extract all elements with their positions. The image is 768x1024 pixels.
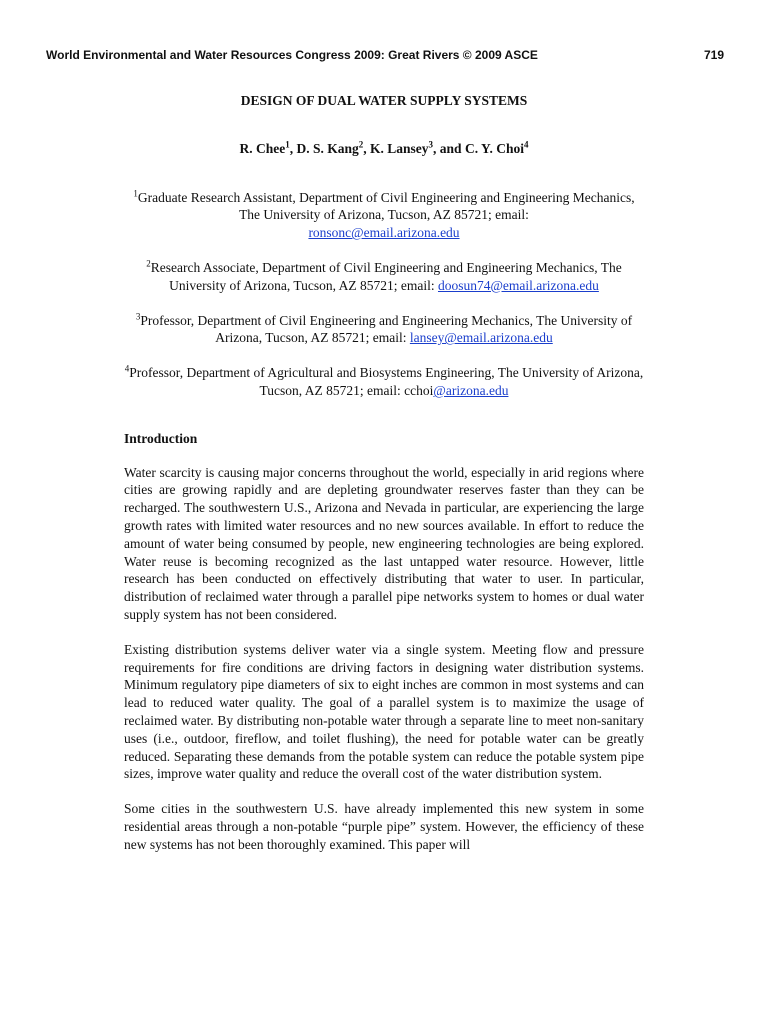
author-sep: , <box>289 140 297 156</box>
affiliation-3 <box>124 312 644 348</box>
author-sup: 4 <box>523 139 529 150</box>
author-sup: 1 <box>285 139 290 150</box>
author-sep: , and <box>433 140 465 156</box>
paragraph: Existing distribution systems deliver water via a single system. Meeting flow and pressure requirements for fire conditions are driving factors in designing water distribution systems. Minimum regulatory pipe diameters of six to eight inches are common in most systems and can lead to reduced water quality. The goal of a parallel system is to maximize the usage of reclaimed water. By distributing non-potable water through a separate line to meet non-sanitary uses (i.e., outdoor, fireflow, and toilet flushing), the need for potable water can be greatly reduced. Separating these demands from the potable system can reduce the potable system pipe sizes, improve water quality and reduce the overall cost of the water distribution system. <box>124 641 644 782</box>
page-number: 719 <box>703 48 724 62</box>
author-sep: , <box>363 140 371 156</box>
author-name: K. Lansey <box>370 140 429 156</box>
email-link[interactable]: @arizona.edu <box>433 382 509 398</box>
paper-title: DESIGN OF DUAL WATER SUPPLY SYSTEMS <box>240 93 528 108</box>
author-name: R. Chee <box>239 140 286 156</box>
author-list <box>124 140 644 158</box>
running-title: World Environmental and Water Resources Congress 2009: Great Rivers © 2009 ASCE <box>46 48 538 62</box>
section-heading: Introduction <box>124 430 198 446</box>
affiliation-text: Graduate Research Assistant, Department of Civil Engineering and Engineering Mechanics, The University of Arizona, Tucson, AZ 85721; email: <box>137 189 635 223</box>
affiliation-sup: 2 <box>146 258 151 269</box>
paper-body <box>124 92 644 854</box>
paragraph: Some cities in the southwestern U.S. have already implemented this new system in some residential areas through a non-potable “purple pipe” system. However, the efficiency of these new systems has not been thoroughly examined. This paper will <box>124 801 644 852</box>
author-name: C. Y. Choi <box>464 140 524 156</box>
affiliation-text: Professor, Department of Agricultural and Biosystems Engineering, The University of Arizona, Tucson, AZ 85721; email: <box>129 365 644 398</box>
author-name: D. S. Kang <box>296 140 359 156</box>
affiliation-sup: 3 <box>135 311 141 322</box>
email-link[interactable]: lansey@email.arizona.edu <box>409 330 553 346</box>
affiliation-text: Professor, Department of Civil Engineering and Engineering Mechanics, The University of Arizona, Tucson, AZ 85721; email: <box>140 312 633 346</box>
affiliation-text: Research Associate, Department of Civil Engineering and Engineering Mechanics, The University of Arizona, Tucson, AZ 85721; email: <box>150 259 622 293</box>
email-prefix: cchoi <box>404 382 434 398</box>
email-link[interactable]: doosun74@email.arizona.edu <box>437 277 599 293</box>
affiliation-sup: 4 <box>124 363 130 374</box>
running-header <box>46 48 724 62</box>
affiliation-2 <box>124 259 644 295</box>
affiliation-1 <box>124 189 644 242</box>
email-link[interactable]: ronsonc@email.arizona.edu <box>308 225 460 241</box>
author-sup: 3 <box>428 139 434 150</box>
affiliation-4 <box>124 364 644 400</box>
paragraph: Water scarcity is causing major concerns throughout the world, especially in arid regions where cities are growing rapidly and are depleting groundwater reserves faster than they can be recharged. The southwestern U.S., Arizona and Nevada in particular, are experiencing the large growth rates with limited water resources and no new sources available. In effort to reduce the amount of water being consumed by people, new engineering technologies are being explored. Water reuse is becoming recognized as the last untapped water resource. However, little research has been conducted on effectively distributing that water to user. In particular, distribution of reclaimed water through a parallel pipe networks system to homes or dual water supply system has not been considered. <box>124 464 644 622</box>
affiliation-sup: 1 <box>133 188 138 199</box>
author-sup: 2 <box>358 139 364 150</box>
